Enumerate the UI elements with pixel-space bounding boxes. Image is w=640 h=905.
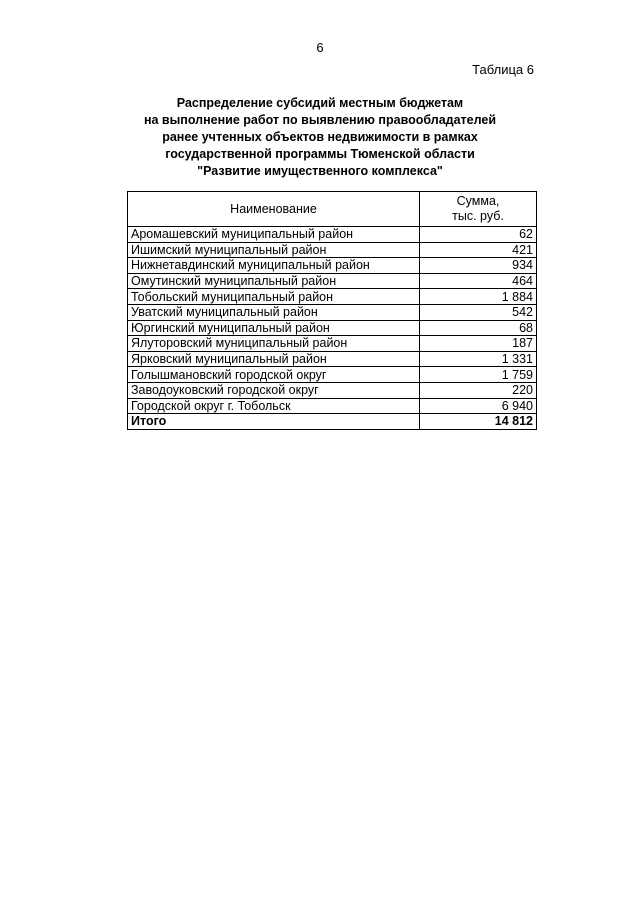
cell-sum: 62 [420,227,537,243]
cell-sum: 68 [420,320,537,336]
cell-name: Омутинский муниципальный район [128,273,420,289]
table-row [128,382,537,398]
column-header-sum-line1: Сумма, [456,194,500,208]
table-row [128,258,537,274]
table-row [128,273,537,289]
cell-sum: 187 [420,336,537,352]
cell-name: Аромашевский муниципальный район [128,227,420,243]
table-total-row [128,414,537,430]
cell-sum: 464 [420,273,537,289]
cell-name: Городской округ г. Тобольск [128,398,420,414]
cell-sum: 6 940 [420,398,537,414]
total-sum: 14 812 [420,414,537,430]
table-row [128,289,537,305]
column-header-name: Наименование [128,192,420,227]
document-title [0,95,640,180]
table-label: Таблица 6 [472,62,534,77]
cell-sum: 934 [420,258,537,274]
title-line: на выполнение работ по выявлению правообладателей [143,113,497,127]
table-row [128,320,537,336]
cell-sum: 542 [420,304,537,320]
table-row [128,351,537,367]
page-number: 6 [316,40,324,55]
cell-sum: 421 [420,242,537,258]
column-header-sum [420,192,537,227]
cell-name: Ишимский муниципальный район [128,242,420,258]
cell-sum: 220 [420,382,537,398]
subsidy-table [127,191,537,430]
title-line: ранее учтенных объектов недвижимости в рамках [162,130,478,144]
total-label: Итого [128,414,420,430]
cell-sum: 1 759 [420,367,537,383]
cell-sum: 1 884 [420,289,537,305]
cell-name: Голышмановский городской округ [128,367,420,383]
table-row [128,367,537,383]
cell-name: Юргинский муниципальный район [128,320,420,336]
cell-name: Тобольский муниципальный район [128,289,420,305]
table-row [128,242,537,258]
cell-name: Ярковский муниципальный район [128,351,420,367]
title-line: государственной программы Тюменской области [165,147,475,161]
cell-name: Уватский муниципальный район [128,304,420,320]
title-line: Распределение субсидий местным бюджетам [176,96,464,110]
table-row [128,336,537,352]
title-line: "Развитие имущественного комплекса" [197,164,443,178]
table-row [128,227,537,243]
table-header-row [128,192,537,227]
table-row [128,304,537,320]
table-row [128,398,537,414]
cell-name: Ялуторовский муниципальный район [128,336,420,352]
cell-name: Нижнетавдинский муниципальный район [128,258,420,274]
cell-sum: 1 331 [420,351,537,367]
cell-name: Заводоуковский городской округ [128,382,420,398]
column-header-sum-line2: тыс. руб. [452,209,504,223]
